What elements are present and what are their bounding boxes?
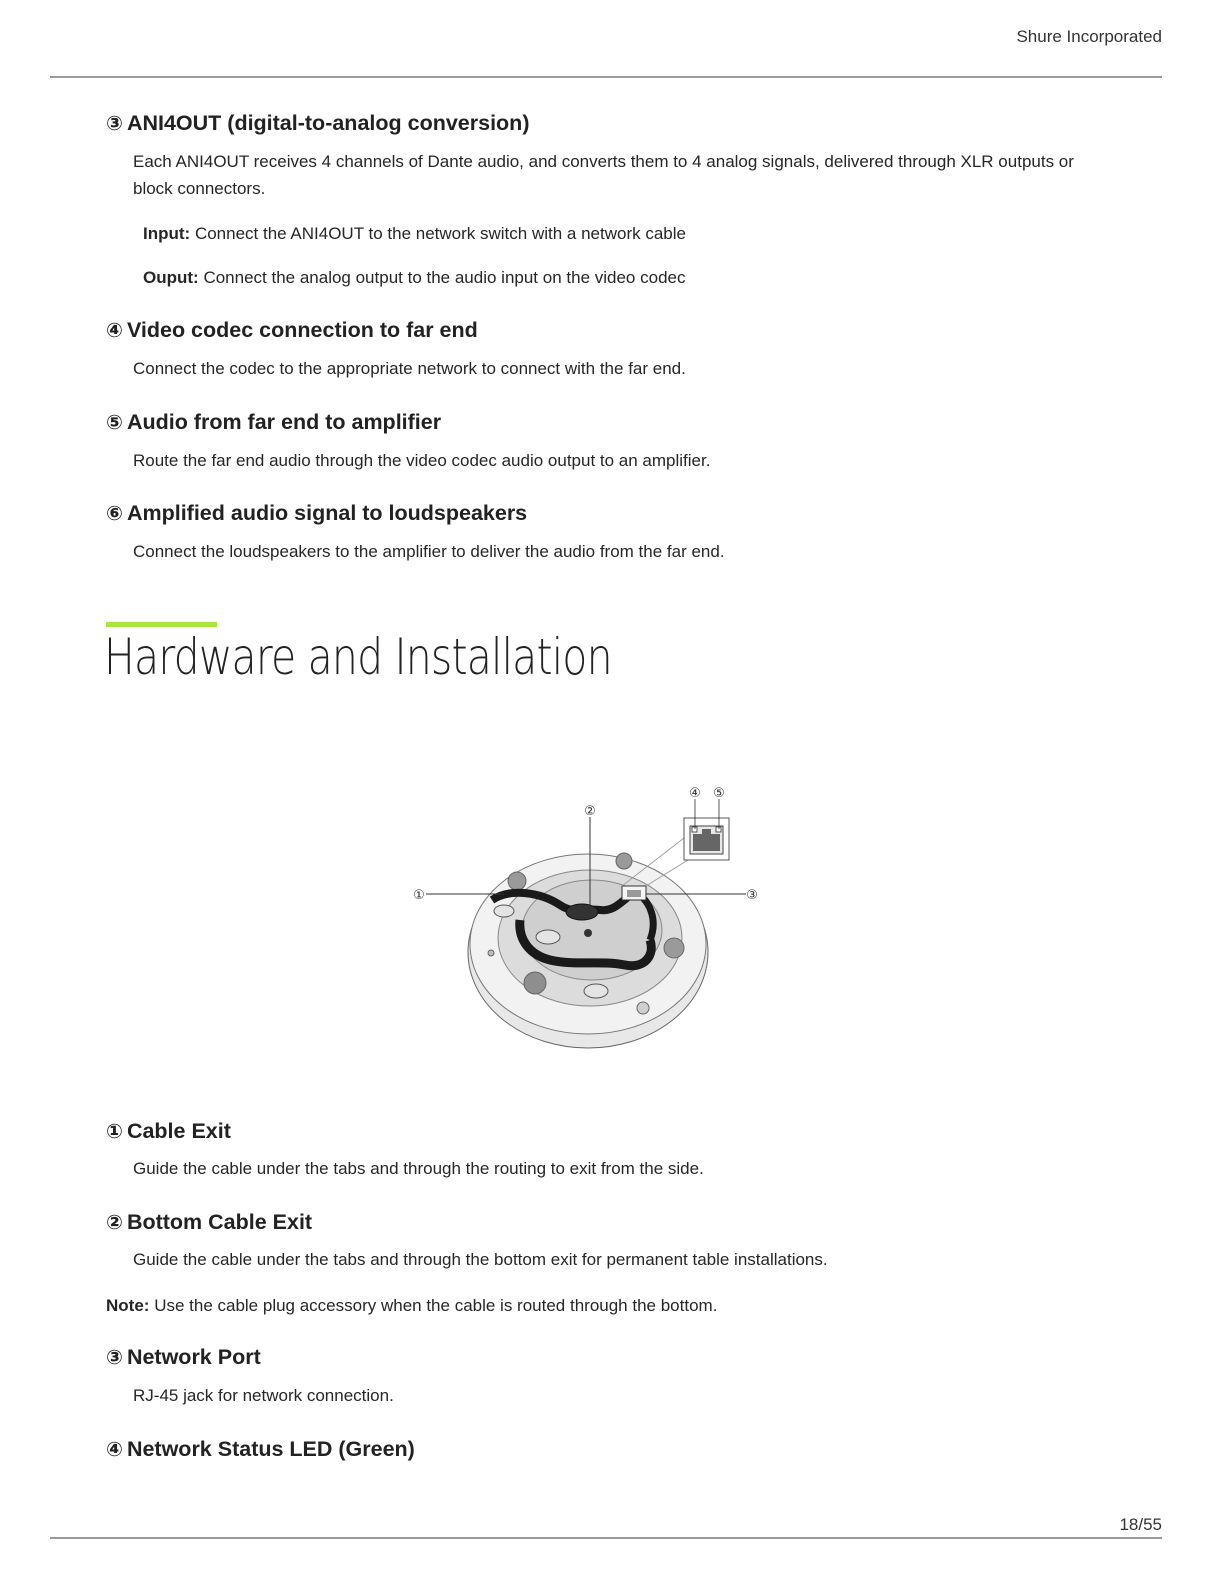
section-title: Hardware and Installation	[104, 628, 612, 686]
audio-number: ⑤	[106, 412, 123, 434]
network-led-heading	[106, 1437, 415, 1462]
page-number: 18/55	[1119, 1515, 1162, 1534]
audio-title: Audio from far end to amplifier	[126, 410, 442, 434]
audio-description: Route the far end audio through the video codec audio output to an amplifier.	[133, 451, 711, 470]
output-label: Ouput:	[143, 268, 199, 287]
header-company: Shure Incorporated	[1016, 27, 1162, 46]
note-line	[106, 1296, 717, 1316]
bottom-exit-heading	[106, 1210, 312, 1235]
ani4out-heading	[106, 111, 529, 136]
codec-number: ④	[106, 320, 123, 342]
callout-1-label: ①	[413, 888, 425, 903]
network-led-title: Network Status LED (Green)	[126, 1437, 415, 1461]
codec-heading	[106, 318, 478, 343]
bottom-exit-title: Bottom Cable Exit	[126, 1210, 313, 1234]
note-label: Note:	[106, 1296, 150, 1315]
amplified-description: Connect the loudspeakers to the amplifier to deliver the audio from the far end.	[133, 542, 725, 561]
input-label: Input:	[143, 224, 191, 243]
callout-2-label: ②	[584, 804, 596, 819]
callout-5-label: ⑤	[713, 786, 725, 801]
codec-description: Connect the codec to the appropriate network to connect with the far end.	[133, 359, 686, 378]
callout-3-label: ③	[746, 888, 758, 903]
ani4out-description: Each ANI4OUT receives 4 channels of Dante audio, and converts them to 4 analog signals, delivered through XLR outputs or block connectors.	[133, 152, 1074, 198]
ani4out-input-line	[143, 224, 686, 244]
footer-rule	[50, 1537, 1162, 1539]
cable-exit-description: Guide the cable under the tabs and through the routing to exit from the side.	[133, 1159, 704, 1178]
bottom-exit-description: Guide the cable under the tabs and through the bottom exit for permanent table installations.	[133, 1250, 828, 1269]
ani4out-output-line	[143, 268, 685, 288]
bottom-exit-number: ②	[106, 1212, 123, 1234]
amplified-title: Amplified audio signal to loudspeakers	[126, 501, 528, 525]
network-port-heading	[106, 1345, 261, 1370]
note-text: Use the cable plug accessory when the cable is routed through the bottom.	[154, 1296, 718, 1315]
input-text: Connect the ANI4OUT to the network switch with a network cable	[194, 224, 686, 243]
output-text: Connect the analog output to the audio input on the video codec	[203, 268, 686, 287]
audio-heading	[106, 410, 441, 435]
amplified-heading	[106, 501, 527, 526]
ani4out-title: ANI4OUT (digital-to-analog conversion)	[126, 111, 530, 135]
cable-exit-title: Cable Exit	[126, 1119, 231, 1143]
microphone-underside-diagram	[400, 780, 780, 1060]
network-port-number: ③	[106, 1347, 123, 1369]
amplified-number: ⑥	[106, 503, 123, 525]
header-rule	[50, 76, 1162, 78]
network-led-number: ④	[106, 1439, 123, 1461]
codec-title: Video codec connection to far end	[126, 318, 478, 342]
section-accent-bar	[106, 622, 217, 627]
network-port-description: RJ-45 jack for network connection.	[133, 1386, 394, 1405]
network-port	[622, 886, 646, 900]
cable-exit-heading	[106, 1119, 231, 1144]
network-port-title: Network Port	[126, 1345, 261, 1369]
callout-4-label: ④	[689, 786, 701, 801]
device-body	[468, 853, 708, 1048]
cable-exit-number: ①	[106, 1121, 123, 1143]
ani4out-number: ③	[106, 113, 123, 135]
